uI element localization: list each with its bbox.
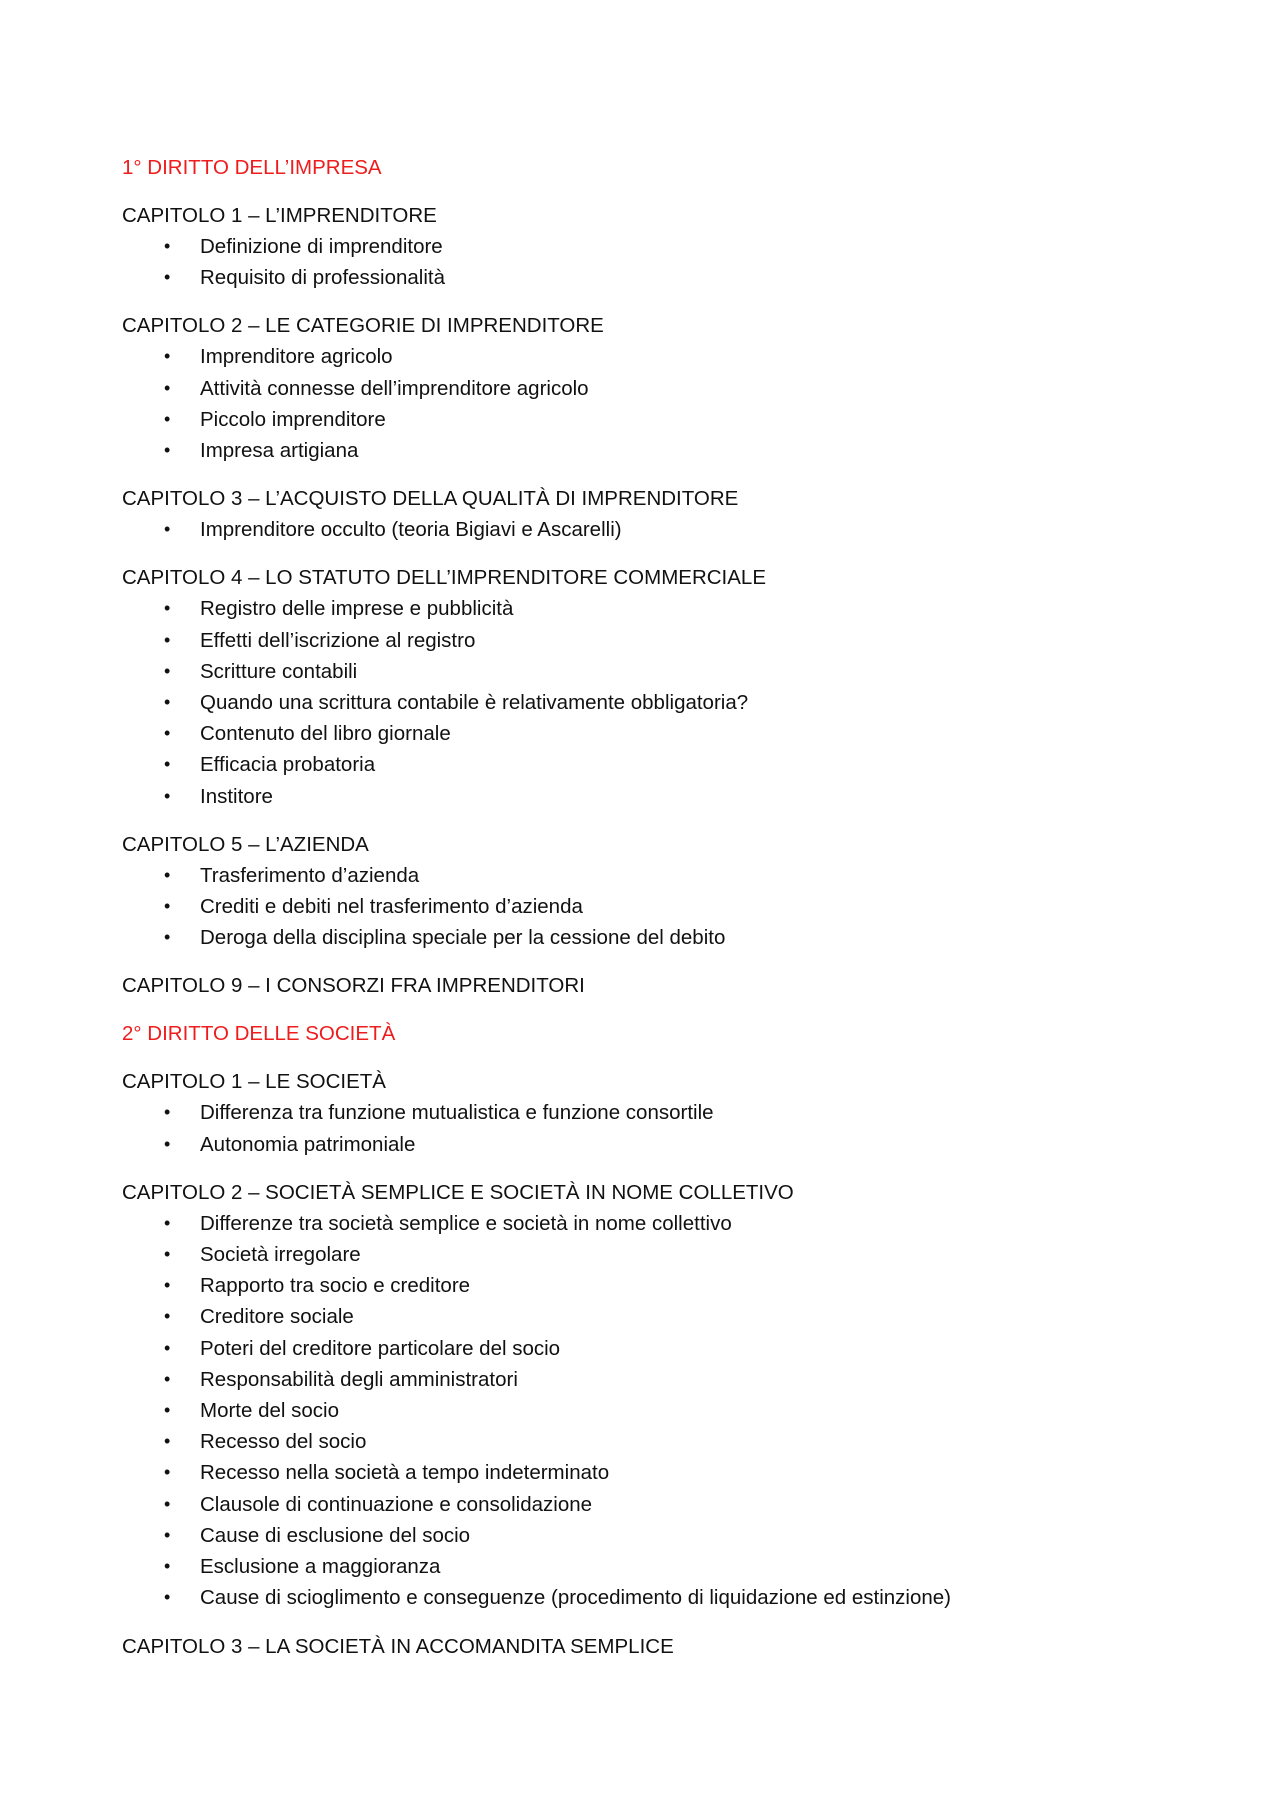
bullet-icon: •: [164, 1212, 171, 1233]
list-item-text: Morte del socio: [200, 1399, 340, 1423]
list-item: [122, 1457, 1162, 1488]
list-item-text: Differenza tra funzione mutualistica e funzione consortile: [200, 1101, 714, 1125]
list-item-text: Definizione di imprenditore: [200, 235, 443, 258]
chapter-title: CAPITOLO 2 – LE CATEGORIE DI IMPRENDITORE: [122, 314, 604, 338]
list-item-text: Società irregolare: [200, 1243, 361, 1267]
list-item-text: Recesso del socio: [200, 1430, 367, 1454]
bullet-icon: •: [164, 723, 171, 744]
bullet-icon: •: [164, 1306, 171, 1327]
list-item-text: Piccolo imprenditore: [200, 407, 386, 431]
chapter: [122, 562, 1162, 811]
chapter: [122, 483, 1162, 545]
list-item: [122, 625, 1162, 656]
chapter: [122, 1066, 1162, 1159]
list-item-text: Esclusione a maggioranza: [200, 1555, 441, 1579]
list-item-text: Cause di esclusione del socio: [200, 1523, 471, 1547]
bullet-icon: •: [164, 1368, 171, 1389]
bullet-list: [122, 341, 1162, 466]
bullet-icon: •: [164, 1400, 171, 1421]
chapter: [122, 829, 1162, 954]
list-item: [122, 1520, 1162, 1551]
bullet-icon: •: [164, 864, 171, 885]
list-item-text: Clausole di continuazione e consolidazione: [200, 1492, 593, 1516]
chapter: [122, 1177, 1162, 1614]
chapter: [122, 310, 1162, 466]
list-item-text: Deroga della disciplina speciale per la cessione del debito: [200, 926, 726, 950]
list-item: [122, 1097, 1162, 1128]
bullet-icon: •: [164, 1493, 171, 1514]
list-item-text: Imprenditore agricolo: [200, 345, 393, 369]
bullet-icon: •: [164, 1337, 171, 1358]
bullet-icon: •: [164, 785, 171, 806]
bullet-icon: •: [164, 519, 171, 540]
list-item: [122, 1333, 1162, 1364]
list-item: [122, 1395, 1162, 1426]
bullet-icon: •: [164, 660, 171, 681]
list-item: [122, 435, 1162, 466]
list-item: [122, 687, 1162, 718]
list-item: [122, 231, 1162, 262]
chapter-title: CAPITOLO 1 – LE SOCIETÀ: [122, 1070, 386, 1094]
chapter-title: CAPITOLO 3 – LA SOCIETÀ IN ACCOMANDITA SEMPLICE: [122, 1634, 674, 1658]
bullet-icon: •: [164, 1244, 171, 1265]
section-title: 1° DIRITTO DELL’IMPRESA: [122, 156, 382, 179]
list-item: [122, 656, 1162, 687]
list-item-text: Rapporto tra socio e creditore: [200, 1274, 471, 1298]
bullet-icon: •: [164, 267, 171, 288]
list-item-text: Registro delle imprese e pubblicità: [200, 597, 514, 621]
chapter: [122, 200, 1162, 293]
list-item: [122, 718, 1162, 749]
list-item-text: Efficacia probatoria: [200, 753, 376, 777]
list-item: [122, 1551, 1162, 1582]
bullet-list: [122, 1208, 1162, 1614]
bullet-icon: •: [164, 236, 171, 256]
chapter-title: CAPITOLO 3 – L’ACQUISTO DELLA QUALITÀ DI IMPRENDITORE: [122, 487, 739, 511]
bullet-icon: •: [164, 1431, 171, 1452]
bullet-list: [122, 231, 1162, 293]
chapter: [122, 1631, 1162, 1662]
list-item-text: Contenuto del libro giornale: [200, 722, 451, 746]
list-item: [122, 514, 1162, 545]
bullet-icon: •: [164, 440, 171, 461]
list-item: [122, 1270, 1162, 1301]
list-item-text: Differenze tra società semplice e società in nome collettivo: [200, 1211, 732, 1235]
list-item: [122, 373, 1162, 404]
list-item-text: Imprenditore occulto (teoria Bigiavi e Ascarelli): [200, 518, 622, 542]
bullet-icon: •: [164, 1556, 171, 1577]
list-item: [122, 749, 1162, 780]
list-item: [122, 1582, 1162, 1613]
document-page: [122, 152, 1162, 1679]
list-item: [122, 1239, 1162, 1270]
bullet-list: [122, 514, 1162, 545]
list-item-text: Autonomia patrimoniale: [200, 1132, 416, 1156]
bullet-list: [122, 1097, 1162, 1159]
chapter-title: CAPITOLO 1 – L’IMPRENDITORE: [122, 204, 437, 227]
list-item: [122, 262, 1162, 293]
bullet-list: [122, 593, 1162, 811]
list-item-text: Scritture contabili: [200, 659, 358, 683]
list-item-text: Poteri del creditore particolare del socio: [200, 1336, 561, 1360]
bullet-icon: •: [164, 754, 171, 775]
list-item: [122, 1489, 1162, 1520]
list-item: [122, 922, 1162, 953]
chapter-title: CAPITOLO 5 – L’AZIENDA: [122, 832, 369, 856]
bullet-icon: •: [164, 1524, 171, 1545]
bullet-icon: •: [164, 377, 171, 398]
bullet-icon: •: [164, 1275, 171, 1296]
list-item: [122, 781, 1162, 812]
list-item: [122, 891, 1162, 922]
list-item: [122, 593, 1162, 624]
list-item-text: Quando una scrittura contabile è relativamente obbligatoria?: [200, 691, 749, 715]
list-item-text: Crediti e debiti nel trasferimento d’azienda: [200, 895, 583, 919]
list-item-text: Attività connesse dell’imprenditore agricolo: [200, 376, 589, 400]
section-title: 2° DIRITTO DELLE SOCIETÀ: [122, 1022, 396, 1046]
chapter-title: CAPITOLO 9 – I CONSORZI FRA IMPRENDITORI: [122, 974, 585, 998]
list-item-text: Trasferimento d’azienda: [200, 863, 420, 887]
bullet-icon: •: [164, 346, 171, 367]
bullet-icon: •: [164, 1102, 171, 1123]
bullet-icon: •: [164, 598, 171, 619]
bullet-list: [122, 860, 1162, 954]
bullet-icon: •: [164, 1462, 171, 1483]
list-item: [122, 1364, 1162, 1395]
list-item: [122, 341, 1162, 372]
chapter-title: CAPITOLO 4 – LO STATUTO DELL’IMPRENDITORE COMMERCIALE: [122, 566, 766, 590]
chapter: [122, 970, 1162, 1001]
list-item-text: Effetti dell’iscrizione al registro: [200, 628, 476, 652]
bullet-icon: •: [164, 927, 171, 948]
bullet-icon: •: [164, 896, 171, 917]
list-item: [122, 1129, 1162, 1160]
list-item: [122, 1426, 1162, 1457]
bullet-icon: •: [164, 408, 171, 429]
list-item: [122, 404, 1162, 435]
list-item-text: Institore: [200, 784, 273, 808]
list-item-text: Responsabilità degli amministratori: [200, 1367, 518, 1391]
list-item-text: Recesso nella società a tempo indeterminato: [200, 1461, 610, 1485]
bullet-icon: •: [164, 692, 171, 713]
list-item-text: Impresa artigiana: [200, 439, 359, 463]
chapter-title: CAPITOLO 2 – SOCIETÀ SEMPLICE E SOCIETÀ IN NOME COLLETIVO: [122, 1180, 794, 1204]
list-item-text: Cause di scioglimento e conseguenze (procedimento di liquidazione ed estinzione): [200, 1586, 951, 1610]
list-item: [122, 1208, 1162, 1239]
bullet-icon: •: [164, 1587, 171, 1608]
list-item-text: Requisito di professionalità: [200, 266, 445, 290]
list-item: [122, 1301, 1162, 1332]
bullet-icon: •: [164, 629, 171, 650]
bullet-icon: •: [164, 1133, 171, 1154]
list-item-text: Creditore sociale: [200, 1305, 354, 1329]
list-item: [122, 860, 1162, 891]
